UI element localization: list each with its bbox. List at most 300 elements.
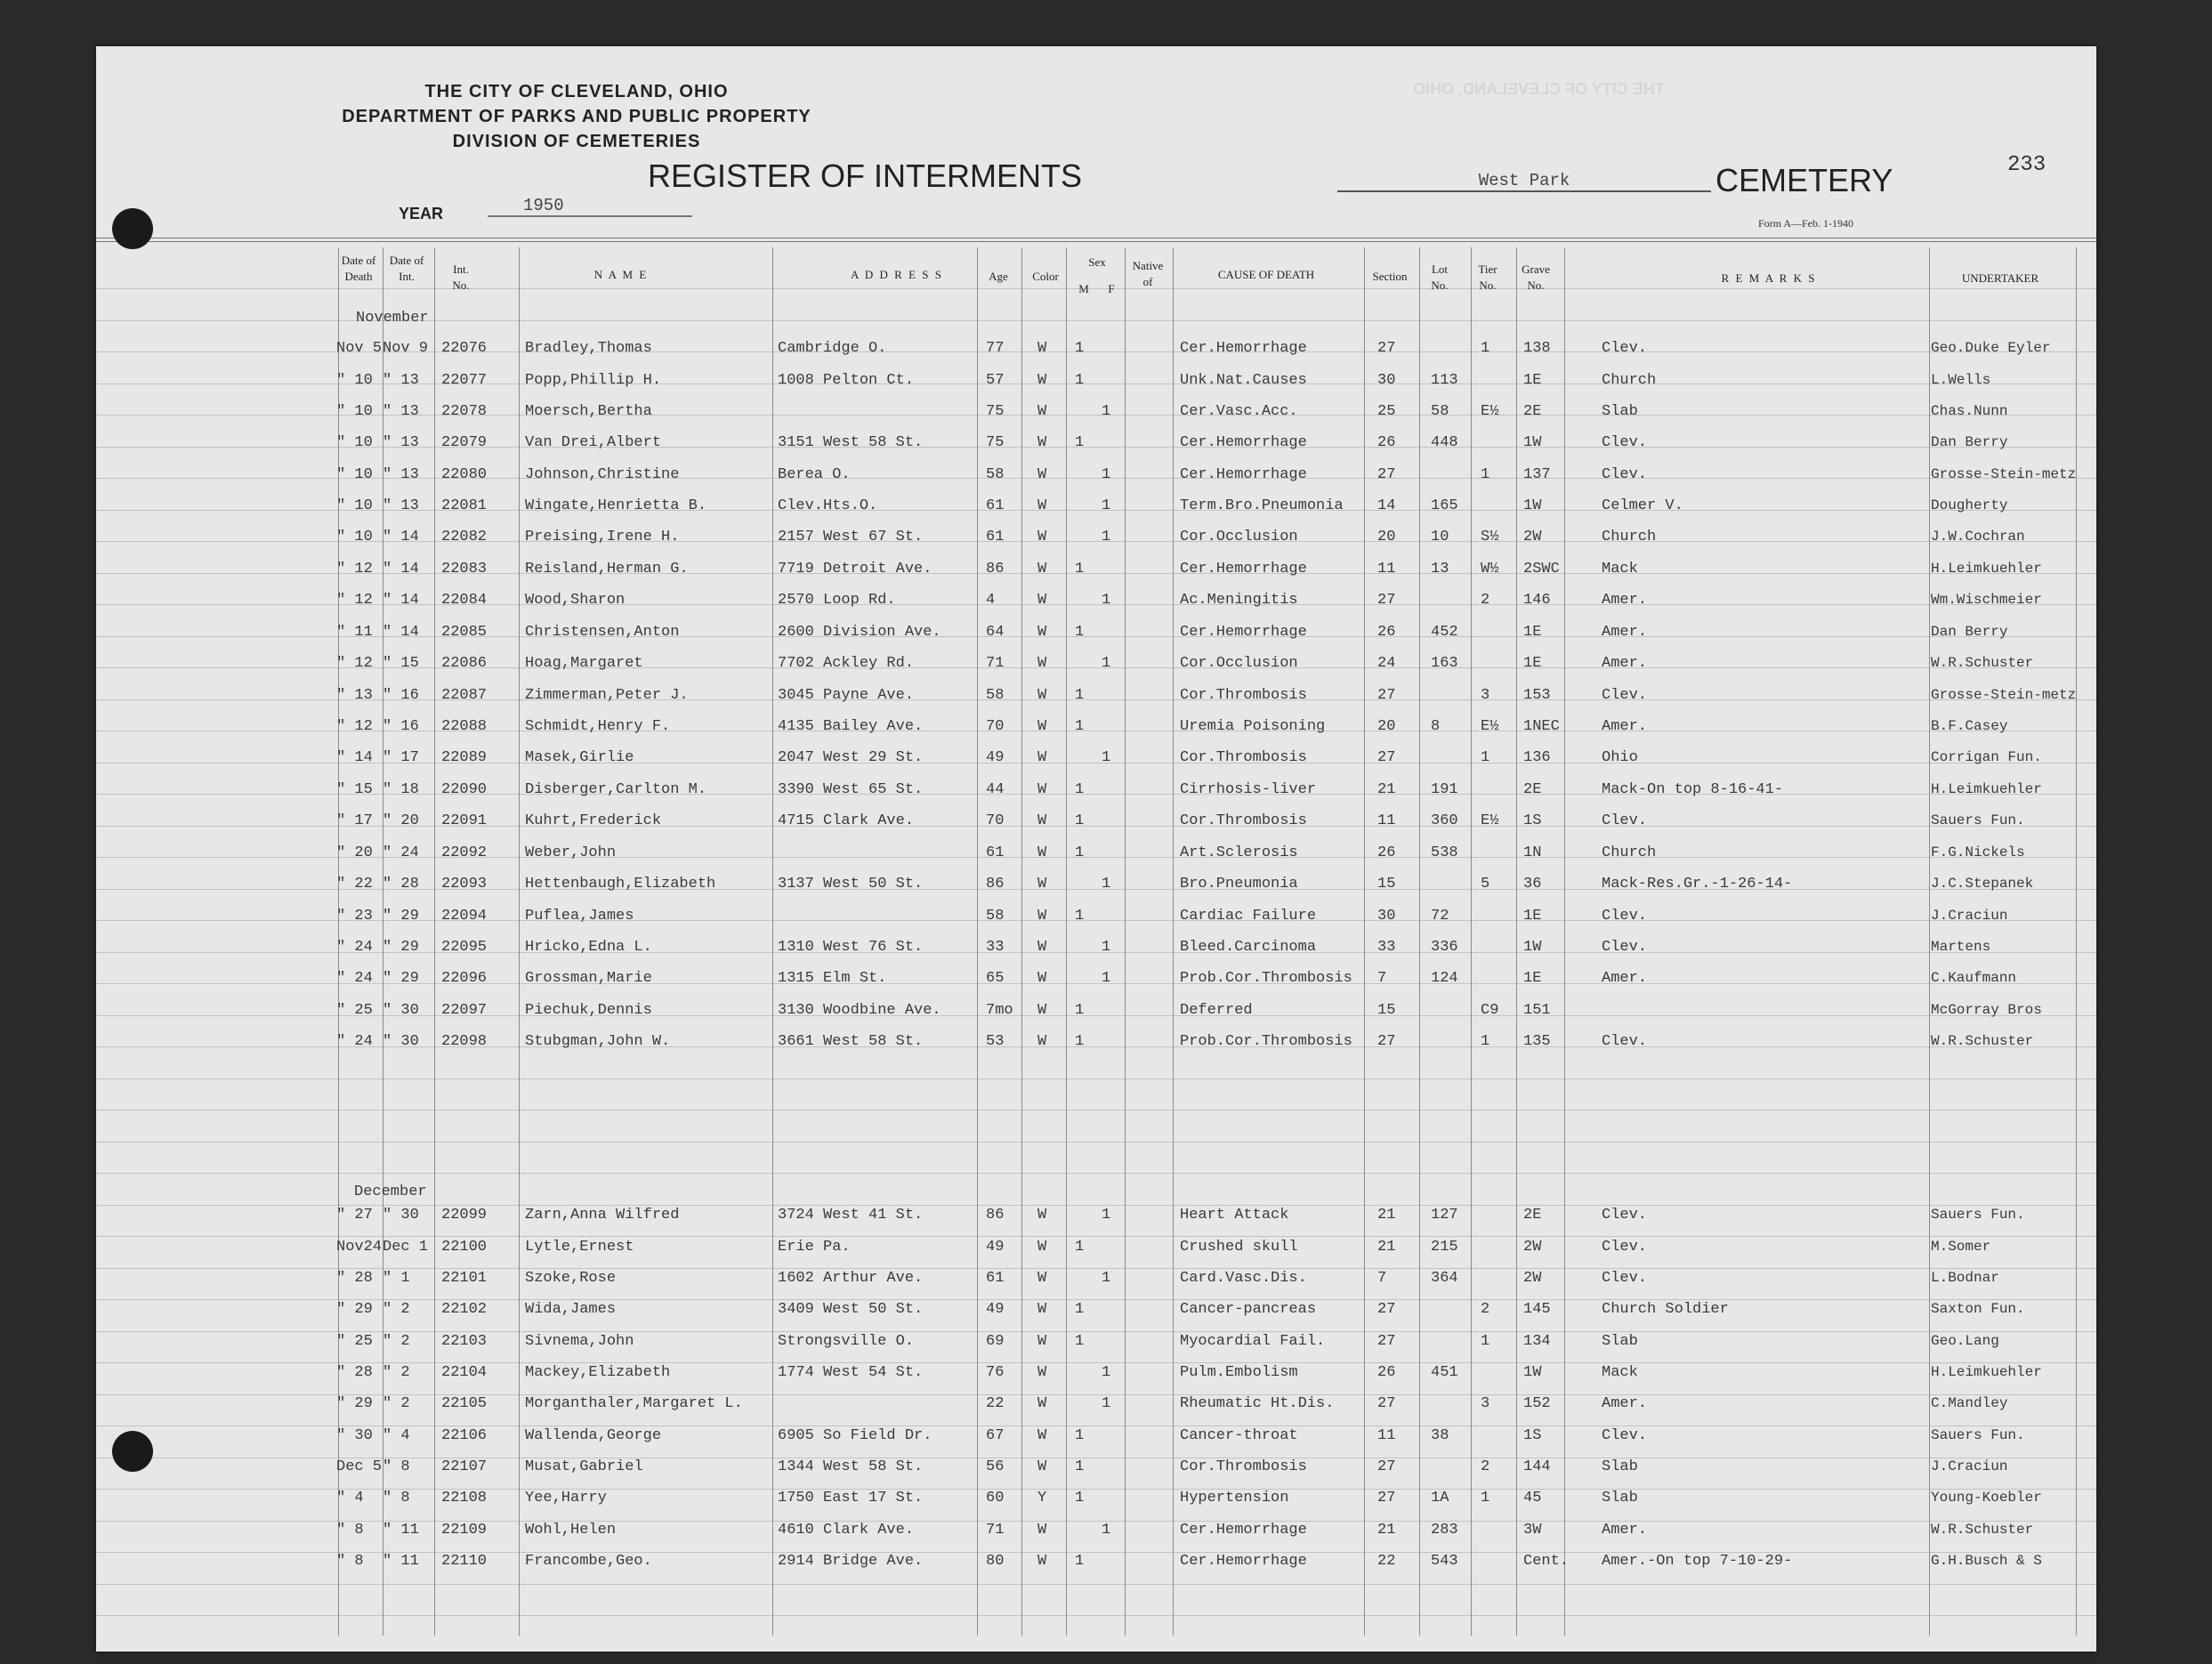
cell-no: 22108 — [441, 1490, 488, 1506]
cell-name: Musat,Gabriel — [525, 1458, 643, 1475]
cell-grave: Cent. — [1523, 1553, 1570, 1570]
col-sex: Sex — [1088, 255, 1106, 269]
division-heading: DIVISION OF CEMETERIES — [452, 132, 701, 151]
cell-age: 33 — [986, 939, 1005, 956]
cell-tier: 3 — [1481, 687, 1490, 704]
cell-color: W — [1037, 1427, 1047, 1444]
cell-addr: 2600 Division Ave. — [778, 624, 941, 641]
cell-dd: " 24 — [336, 970, 373, 987]
cell-grave: 2W — [1523, 1239, 1542, 1256]
year-value: 1950 — [488, 196, 692, 217]
cell-di: " 14 — [383, 529, 419, 545]
cell-dd: " 24 — [336, 1033, 373, 1050]
cell-addr: 1774 West 54 St. — [778, 1364, 924, 1381]
cell-und: Geo.Lang — [1931, 1333, 1999, 1349]
ruled-line — [96, 1142, 2096, 1143]
cell-name: Hricko,Edna L. — [525, 939, 652, 956]
cell-age: 69 — [986, 1333, 1005, 1350]
cell-dd: " 22 — [336, 876, 373, 893]
cell-rem: Mack — [1602, 1364, 1638, 1381]
cell-rem: Mack-On top 8-16-41- — [1602, 781, 1784, 798]
cell-age: 86 — [986, 1207, 1005, 1224]
cell-m: 1 — [1075, 1239, 1085, 1256]
cell-sec: 21 — [1377, 781, 1396, 798]
cell-di: " 29 — [383, 908, 419, 925]
cell-color: W — [1037, 1522, 1047, 1539]
cell-no: 22093 — [441, 876, 488, 893]
cell-no: 22077 — [441, 372, 488, 389]
cell-addr: 7702 Ackley Rd. — [778, 655, 915, 672]
cell-addr: 1315 Elm St. — [778, 970, 887, 987]
cell-rem: Slab — [1602, 1490, 1638, 1506]
cell-m: 1 — [1075, 1002, 1085, 1019]
column-line — [1516, 247, 1517, 1636]
cell-age: 67 — [986, 1427, 1005, 1444]
cell-age: 70 — [986, 718, 1005, 735]
binder-hole-top — [112, 208, 153, 249]
binder-hole-bottom — [112, 1431, 153, 1472]
cell-color: W — [1037, 561, 1047, 578]
cell-und: Dan Berry — [1931, 624, 2008, 640]
cell-color: W — [1037, 970, 1047, 987]
cell-addr: 3137 West 50 St. — [778, 876, 924, 893]
cell-dd: Nov 5 — [336, 340, 383, 357]
cell-color: W — [1037, 749, 1047, 766]
cell-age: 71 — [986, 655, 1005, 672]
cell-age: 64 — [986, 624, 1005, 641]
cell-age: 44 — [986, 781, 1005, 798]
cell-sec: 27 — [1377, 1458, 1396, 1475]
cell-und: L.Wells — [1931, 372, 1991, 388]
cell-grave: 2W — [1523, 529, 1542, 545]
department-heading: DEPARTMENT OF PARKS AND PUBLIC PROPERTY — [342, 107, 811, 126]
cell-rem: Amer. — [1602, 1395, 1648, 1412]
col-age: Age — [989, 270, 1008, 283]
cell-sec: 26 — [1377, 624, 1396, 641]
cell-di: " 13 — [383, 466, 419, 483]
cell-und: J.C.Stepanek — [1931, 876, 2034, 892]
cell-addr: Berea O. — [778, 466, 851, 483]
cell-di: " 30 — [383, 1207, 419, 1224]
cell-grave: 2E — [1523, 1207, 1542, 1224]
cell-sec: 26 — [1377, 1364, 1396, 1381]
cell-und: Sauers Fun. — [1931, 1427, 2025, 1443]
cell-name: Yee,Harry — [525, 1490, 607, 1506]
cell-lot: 165 — [1431, 497, 1458, 514]
cell-tier: 5 — [1481, 876, 1490, 893]
cell-lot: 58 — [1431, 403, 1449, 420]
cell-name: Christensen,Anton — [525, 624, 680, 641]
cell-di: " 2 — [383, 1395, 410, 1412]
cell-f: 1 — [1102, 876, 1111, 893]
cell-dd: " 8 — [336, 1553, 364, 1570]
cell-grave: 152 — [1523, 1395, 1551, 1412]
cell-cause: Heart Attack — [1180, 1207, 1289, 1224]
cell-age: 80 — [986, 1553, 1005, 1570]
cell-di: " 13 — [383, 372, 419, 389]
cell-grave: 1E — [1523, 908, 1542, 925]
cell-und: Sauers Fun. — [1931, 812, 2025, 828]
cell-lot: 38 — [1431, 1427, 1449, 1444]
cell-color: W — [1037, 1270, 1047, 1287]
year-label: YEAR — [399, 205, 444, 222]
col-int-no: Int. No. — [452, 263, 470, 292]
cell-cause: Cer.Hemorrhage — [1180, 1553, 1307, 1570]
cell-di: " 13 — [383, 497, 419, 514]
cell-cause: Cor.Occlusion — [1180, 655, 1298, 672]
cell-und: H.Leimkuehler — [1931, 1364, 2042, 1380]
cell-no: 22094 — [441, 908, 488, 925]
cell-und: W.R.Schuster — [1931, 1522, 2034, 1538]
cell-sec: 24 — [1377, 655, 1396, 672]
cell-rem: Clev. — [1602, 939, 1648, 956]
cell-dd: " 25 — [336, 1002, 373, 1019]
cell-dd: " 30 — [336, 1427, 373, 1444]
cell-age: 61 — [986, 1270, 1005, 1287]
cell-cause: Cer.Hemorrhage — [1180, 466, 1307, 483]
cell-und: Grosse-Stein-metz — [1931, 687, 2077, 703]
cell-m: 1 — [1075, 1333, 1085, 1350]
cell-name: Wood,Sharon — [525, 592, 626, 609]
cell-sec: 27 — [1377, 1395, 1396, 1412]
cell-name: Reisland,Herman G. — [525, 561, 689, 578]
cell-tier: 2 — [1481, 592, 1490, 609]
cell-no: 22090 — [441, 781, 488, 798]
cell-sec: 21 — [1377, 1207, 1396, 1224]
cell-age: 76 — [986, 1364, 1005, 1381]
cell-tier: W½ — [1481, 561, 1499, 578]
cell-di: " 30 — [383, 1033, 419, 1050]
cell-addr: 3045 Payne Ave. — [778, 687, 915, 704]
cell-di: " 18 — [383, 781, 419, 798]
cell-rem: Church — [1602, 372, 1657, 389]
cell-di: " 15 — [383, 655, 419, 672]
ruled-line — [96, 1331, 2096, 1332]
cell-m: 1 — [1075, 1427, 1085, 1444]
cell-grave: 153 — [1523, 687, 1551, 704]
cell-rem: Church — [1602, 529, 1657, 545]
cell-f: 1 — [1102, 592, 1111, 609]
cell-cause: Cer.Hemorrhage — [1180, 561, 1307, 578]
cell-addr: 1310 West 76 St. — [778, 939, 924, 956]
cell-und: Sauers Fun. — [1931, 1207, 2025, 1223]
cell-f: 1 — [1102, 1395, 1111, 1412]
cell-age: 61 — [986, 529, 1005, 545]
cell-age: 58 — [986, 466, 1005, 483]
cell-no: 22088 — [441, 718, 488, 735]
cell-grave: 2W — [1523, 1270, 1542, 1287]
cell-name: Wida,James — [525, 1301, 617, 1318]
cell-dd: " 4 — [336, 1490, 364, 1506]
cell-dd: " 28 — [336, 1270, 373, 1287]
cell-no: 22099 — [441, 1207, 488, 1224]
cell-rem: Mack-Res.Gr.-1-26-14- — [1602, 876, 1793, 893]
cell-und: B.F.Casey — [1931, 718, 2008, 734]
cell-di: " 4 — [383, 1427, 410, 1444]
cell-no: 22101 — [441, 1270, 488, 1287]
cell-no: 22102 — [441, 1301, 488, 1318]
cell-name: Johnson,Christine — [525, 466, 680, 483]
cell-lot: 360 — [1431, 812, 1458, 829]
cell-color: Y — [1037, 1490, 1047, 1506]
cell-f: 1 — [1102, 749, 1111, 766]
cell-tier: C9 — [1481, 1002, 1499, 1019]
cell-dd: " 13 — [336, 687, 373, 704]
cell-dd: " 8 — [336, 1522, 364, 1539]
cell-dd: " 10 — [336, 529, 373, 545]
cell-di: " 28 — [383, 876, 419, 893]
cell-di: " 11 — [383, 1553, 419, 1570]
cell-und: McGorray Bros — [1931, 1002, 2042, 1018]
cell-addr: 4715 Clark Ave. — [778, 812, 915, 829]
cell-grave: 1W — [1523, 434, 1542, 451]
cell-name: Schmidt,Henry F. — [525, 718, 671, 735]
cell-rem: Slab — [1602, 1333, 1638, 1350]
cell-name: Morganthaler,Margaret L. — [525, 1395, 743, 1412]
cell-name: Kuhrt,Frederick — [525, 812, 662, 829]
cell-age: 61 — [986, 497, 1005, 514]
cell-m: 1 — [1075, 687, 1085, 704]
cell-name: Hettenbaugh,Elizabeth — [525, 876, 716, 893]
cell-no: 22105 — [441, 1395, 488, 1412]
cell-tier: 2 — [1481, 1458, 1490, 1475]
cell-dd: " 10 — [336, 434, 373, 451]
cell-lot: 543 — [1431, 1553, 1458, 1570]
cell-sec: 33 — [1377, 939, 1396, 956]
cell-addr: 3661 West 58 St. — [778, 1033, 924, 1050]
cell-no: 22110 — [441, 1553, 488, 1570]
cell-sec: 14 — [1377, 497, 1396, 514]
cell-tier: 1 — [1481, 1033, 1490, 1050]
cell-und: Martens — [1931, 939, 1991, 955]
cell-m: 1 — [1075, 718, 1085, 735]
column-line — [1419, 247, 1420, 1636]
cell-cause: Prob.Cor.Thrombosis — [1180, 970, 1352, 987]
cell-rem: Ohio — [1602, 749, 1638, 766]
cell-age: 61 — [986, 844, 1005, 861]
month-header-november: November — [356, 310, 429, 327]
col-sex-m: M — [1078, 282, 1089, 295]
cell-dd: Dec 5 — [336, 1458, 383, 1475]
register-title: REGISTER OF INTERMENTS — [648, 158, 1083, 194]
cell-lot: 336 — [1431, 939, 1458, 956]
cell-grave: 144 — [1523, 1458, 1551, 1475]
cell-lot: 283 — [1431, 1522, 1458, 1539]
cell-grave: 2E — [1523, 781, 1542, 798]
cell-age: 65 — [986, 970, 1005, 987]
cell-cause: Unk.Nat.Causes — [1180, 372, 1307, 389]
column-line — [1066, 247, 1067, 1636]
cell-addr: Clev.Hts.O. — [778, 497, 878, 514]
cell-sec: 27 — [1377, 340, 1396, 357]
cell-no: 22097 — [441, 1002, 488, 1019]
cell-color: W — [1037, 1033, 1047, 1050]
cell-und: Saxton Fun. — [1931, 1301, 2025, 1317]
col-sex-f: F — [1108, 282, 1115, 295]
cell-color: W — [1037, 812, 1047, 829]
cell-dd: " 10 — [336, 372, 373, 389]
cell-sec: 30 — [1377, 908, 1396, 925]
cell-m: 1 — [1075, 908, 1085, 925]
cell-sec: 7 — [1377, 1270, 1387, 1287]
cell-no: 22078 — [441, 403, 488, 420]
cell-color: W — [1037, 1207, 1047, 1224]
cell-name: Piechuk,Dennis — [525, 1002, 652, 1019]
cell-grave: 1S — [1523, 1427, 1542, 1444]
cell-grave: 36 — [1523, 876, 1542, 893]
col-tier: Tier No. — [1478, 263, 1498, 292]
cell-age: 7mo — [986, 1002, 1013, 1019]
cell-tier: 1 — [1481, 1333, 1490, 1350]
cell-und: Dougherty — [1931, 497, 2008, 513]
cell-cause: Ac.Meningitis — [1180, 592, 1298, 609]
cell-grave: 3W — [1523, 1522, 1542, 1539]
cell-color: W — [1037, 939, 1047, 956]
cell-color: W — [1037, 497, 1047, 514]
cell-di: " 16 — [383, 687, 419, 704]
cell-name: Bradley,Thomas — [525, 340, 652, 357]
cell-cause: Cancer-throat — [1180, 1427, 1298, 1444]
cell-tier: 1 — [1481, 1490, 1490, 1506]
cell-addr: 4610 Clark Ave. — [778, 1522, 915, 1539]
cell-name: Hoag,Margaret — [525, 655, 643, 672]
cell-cause: Term.Bro.Pneumonia — [1180, 497, 1344, 514]
cell-cause: Cor.Thrombosis — [1180, 1458, 1307, 1475]
cell-tier: E½ — [1481, 718, 1499, 735]
cell-cause: Uremia Poisoning — [1180, 718, 1326, 735]
cell-cause: Card.Vasc.Dis. — [1180, 1270, 1307, 1287]
cell-no: 22086 — [441, 655, 488, 672]
cell-dd: " 11 — [336, 624, 373, 641]
ruled-line — [96, 1615, 2096, 1616]
cell-rem: Amer. — [1602, 1522, 1648, 1539]
cell-cause: Pulm.Embolism — [1180, 1364, 1298, 1381]
cell-no: 22085 — [441, 624, 488, 641]
col-cause: CAUSE OF DEATH — [1217, 268, 1315, 281]
cell-age: 56 — [986, 1458, 1005, 1475]
cell-name: Sivnema,John — [525, 1333, 634, 1350]
ruled-line — [96, 1078, 2096, 1079]
column-line — [977, 247, 978, 1636]
ruled-line — [96, 1268, 2096, 1269]
cell-dd: " 12 — [336, 718, 373, 735]
cell-lot: 10 — [1431, 529, 1449, 545]
cell-und: Wm.Wischmeier — [1931, 592, 2042, 608]
cell-age: 60 — [986, 1490, 1005, 1506]
cell-color: W — [1037, 1301, 1047, 1318]
cell-rem: Amer. — [1602, 718, 1648, 735]
cell-rem: Amer. — [1602, 970, 1648, 987]
cell-lot: 448 — [1431, 434, 1458, 451]
cell-lot: 1A — [1431, 1490, 1449, 1506]
page-number: 233 — [2007, 153, 2047, 177]
cell-m: 1 — [1075, 1553, 1085, 1570]
cell-f: 1 — [1102, 497, 1111, 514]
cell-cause: Cirrhosis-liver — [1180, 781, 1317, 798]
cell-cause: Rheumatic Ht.Dis. — [1180, 1395, 1335, 1412]
cell-lot: 113 — [1431, 372, 1458, 389]
cell-age: 58 — [986, 908, 1005, 925]
cell-grave: 2SWC — [1523, 561, 1560, 578]
cell-und: Young-Koebler — [1931, 1490, 2042, 1506]
cell-name: Lytle,Ernest — [525, 1239, 634, 1256]
cell-addr: 4135 Bailey Ave. — [778, 718, 924, 735]
cell-cause: Cer.Hemorrhage — [1180, 624, 1307, 641]
cell-no: 22082 — [441, 529, 488, 545]
cell-und: H.Leimkuehler — [1931, 781, 2042, 797]
cell-name: Grossman,Marie — [525, 970, 652, 987]
cell-sec: 27 — [1377, 749, 1396, 766]
cell-sec: 25 — [1377, 403, 1396, 420]
cell-addr: Cambridge O. — [778, 340, 887, 357]
cell-di: " 16 — [383, 718, 419, 735]
cell-name: Puflea,James — [525, 908, 634, 925]
cell-age: 77 — [986, 340, 1005, 357]
cell-color: W — [1037, 1239, 1047, 1256]
cell-di: " 14 — [383, 624, 419, 641]
cell-rem: Amer.-On top 7-10-29- — [1602, 1553, 1793, 1570]
cell-m: 1 — [1075, 434, 1085, 451]
cell-di: " 29 — [383, 939, 419, 956]
cell-und: Geo.Duke Eyler — [1931, 340, 2051, 356]
cell-rem: Mack — [1602, 561, 1638, 578]
cell-no: 22079 — [441, 434, 488, 451]
cell-age: 57 — [986, 372, 1005, 389]
cell-und: Chas.Nunn — [1931, 403, 2008, 419]
cell-age: 49 — [986, 1301, 1005, 1318]
cell-name: Preising,Irene H. — [525, 529, 680, 545]
cell-grave: 1E — [1523, 624, 1542, 641]
cell-age: 53 — [986, 1033, 1005, 1050]
cell-cause: Cor.Thrombosis — [1180, 687, 1307, 704]
cell-dd: " 25 — [336, 1333, 373, 1350]
cell-no: 22103 — [441, 1333, 488, 1350]
cell-und: J.Craciun — [1931, 908, 2008, 924]
cell-rem: Clev. — [1602, 687, 1648, 704]
cell-rem: Clev. — [1602, 1033, 1648, 1050]
cell-tier: 3 — [1481, 1395, 1490, 1412]
cell-cause: Cer.Hemorrhage — [1180, 340, 1307, 357]
column-line — [1021, 247, 1022, 1636]
cell-di: " 8 — [383, 1490, 410, 1506]
bleed-through-text: THE CITY OF CLEVELAND, OHIO — [1413, 80, 1665, 98]
cell-dd: " 24 — [336, 939, 373, 956]
cell-age: 49 — [986, 1239, 1005, 1256]
cell-grave: 136 — [1523, 749, 1551, 766]
cell-sec: 27 — [1377, 592, 1396, 609]
column-line — [434, 247, 435, 1636]
cell-tier: 1 — [1481, 340, 1490, 357]
cell-lot: 364 — [1431, 1270, 1458, 1287]
cell-di: " 11 — [383, 1522, 419, 1539]
cell-sec: 15 — [1377, 876, 1396, 893]
cell-m: 1 — [1075, 844, 1085, 861]
cell-grave: 146 — [1523, 592, 1551, 609]
cell-name: Wingate,Henrietta B. — [525, 497, 707, 514]
cell-no: 22076 — [441, 340, 488, 357]
ruled-line — [96, 1110, 2096, 1111]
cell-f: 1 — [1102, 466, 1111, 483]
cell-und: C.Mandley — [1931, 1395, 2008, 1411]
cell-lot: 191 — [1431, 781, 1458, 798]
ruled-line — [96, 1584, 2096, 1585]
cell-dd: " 14 — [336, 749, 373, 766]
cell-age: 49 — [986, 749, 1005, 766]
cell-addr: 2914 Bridge Ave. — [778, 1553, 924, 1570]
cell-no: 22083 — [441, 561, 488, 578]
cell-name: Disberger,Carlton M. — [525, 781, 707, 798]
cell-no: 22092 — [441, 844, 488, 861]
